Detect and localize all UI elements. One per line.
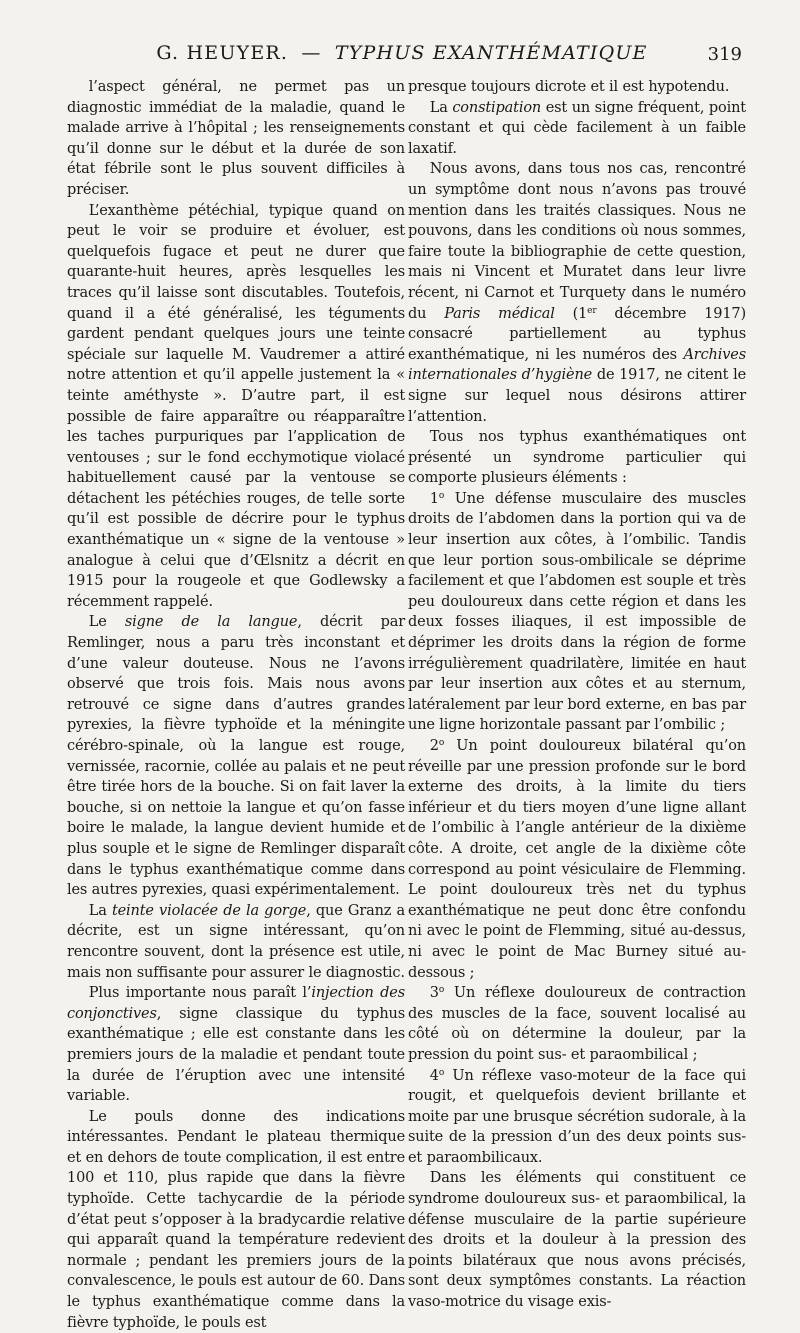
paragraph (67, 201, 405, 613)
text-run: presque toujours dicrote et il est hypotendu. (408, 79, 730, 95)
text-run: Le (88, 614, 125, 631)
paragraph (67, 901, 405, 983)
paragraph (408, 1066, 746, 1169)
italic-term: Archives internationales d’hygiène (408, 346, 746, 384)
text-run: Un réflexe vaso-moteur de la face qui rougit, et quelquefois devient brillante et moite par une brusque sécrétion sudorale, à la suite de la pression d’un des deux points sus- et paraombilicaux. (408, 1067, 746, 1166)
paragraph (67, 1107, 405, 1333)
paragraph (408, 1168, 746, 1312)
running-title (62, 42, 742, 64)
text-run: 4 (429, 1067, 439, 1084)
text-run: 3 (429, 985, 439, 1002)
text-run: La (88, 902, 112, 919)
superscript: o (438, 490, 445, 501)
text-run: de 1917, ne citent le signe sur lequel nous désirons attirer l’attention. (408, 367, 747, 425)
text-run: , que Granz a décrite, est un signe intéressant, qu’on rencontre souvent, dont la présence est utile, mais non suffisante pour assurer le diagnostic. (67, 902, 405, 981)
paragraph (408, 983, 746, 1065)
italic-term: injection des conjonctives (67, 985, 405, 1022)
paragraph (67, 983, 405, 1107)
text-run: Dans les éléments qui constituent ce syndrome douloureux sus- et paraombilical, la défense musculaire de la partie supérieure des droits et la douleur à la pression des points bilatéraux que nous avons précisés, sont deux symptômes constants. La réaction vaso-motrice du visage exis- (408, 1170, 746, 1311)
page-number: 319 (707, 44, 742, 65)
text-run: Une défense musculaire des muscles droits de l’abdomen dans la portion qui va de leur insertion aux côtes, à l’ombilic. Tandis que leur portion sous-ombilicale se déprime facilement et que l’abdomen est souple et très peu douloureux dans cette région et dans les deux fosses iliaques, il est impossible de déprimer les droits dans la région de forme irrégulièrement quadrilatère, limitée en haut par leur insertion aux côtes et au sternum, latéralement par leur bord externe, en bas par une ligne horizontale passant par l’ombilic ; (408, 490, 746, 734)
header-dash: — (301, 42, 322, 64)
running-header (62, 40, 742, 70)
paragraph (67, 612, 405, 900)
superscript: o (438, 985, 445, 996)
right-column (408, 77, 746, 1313)
text-run: Un réflexe douloureux de contraction des muscles de la face, souvent localisé au côté où on détermine la douleur, par la pression du point sus- et paraombilical ; (408, 985, 746, 1063)
text-run: Le pouls donne des indications intéressantes. Pendant le plateau thermique et en dehors de toute complication, il est entre 100 et 110, plus rapide que dans la fièvre typhoïde. Cette tachycardie de la période d’état peut s’opposer à la bradycardie relative qui apparaît quand la température redevient normale ; pendant les premiers jours de la convalescence, le pouls est autour de 60. Dans le typhus exanthématique comme dans la fièvre typhoïde, le pouls est (67, 1108, 405, 1331)
text-run: Tous nos typhus exanthématiques ont présenté un syndrome particulier qui comporte plusieurs éléments : (408, 429, 746, 487)
text-run: (1 (554, 305, 588, 322)
text-run: , décrit par Remlinger, nous a paru très inconstant et d’une valeur douteuse. Nous ne l’avons observé que trois fois. Mais nous avons retrouvé ce signe dans d’autres grandes pyrexies, la fièvre typhoïde et la méningite cérébro-spinale, où la langue est rouge, vernissée, racornie, collée au palais et ne peut être tirée hors de la bouche. Si on fait laver la bouche, si on nettoie la langue et qu’on fasse boire le malade, la langue devient humide et plus souple et le signe de Remlinger disparaît dans le typhus exanthématique comme dans les autres pyrexies, quasi expérimentalement. (67, 614, 405, 899)
superscript: er (587, 305, 597, 316)
text-run: est un signe fréquent, point constant et qui cède facilement à un faible laxatif. (408, 99, 746, 157)
paragraph (408, 489, 746, 736)
text-run: 2 (429, 738, 439, 754)
superscript: o (438, 1067, 445, 1078)
italic-term: teinte violacée de la gorge (111, 902, 307, 919)
text-run: Un point douloureux bilatéral qu’on réveille par une pression profonde sur le bord externe des droits, à la limite du tiers inférieur et du tiers moyen d’une ligne allant de l’ombilic à l’angle antérieur de la dixième côte. A droite, cet angle de la dixième côte correspond au point vésiculaire de Flemming. Le point douloureux très net du typhus exanthématique ne peut donc être confondu ni avec le point de Flemming, situé au-dessus, ni avec le point de Mac Burney situé au-dessous ; (408, 738, 746, 981)
header-author: G. HEUYER. (156, 42, 289, 64)
text-run: décembre 1917) consacré partiellement au typhus exanthématique, ni les numéros des (408, 305, 746, 363)
left-column (67, 77, 405, 1333)
text-run: l’aspect général, ne permet pas un diagnostic immédiat de la maladie, quand le malade arrive à l’hôpital ; les renseignements qu’il donne sur le début et la durée de son état fébrile sont le plus souvent difficiles à préciser. (67, 79, 405, 198)
text-run: Nous avons, dans tous nos cas, rencontré un symptôme dont nous n’avons pas trouvé mention dans les traités classiques. Nous ne pouvons, dans les conditions où nous sommes, faire toute la bibliographie de cette question, mais ni Vincent et Muratet dans leur livre récent, ni Carnot et Turquety dans le numéro du (408, 161, 746, 322)
text-run: Plus importante nous paraît l’ (88, 985, 312, 1002)
header-title: TYPHUS EXANTHÉMATIQUE (334, 42, 648, 64)
paragraph (408, 736, 746, 983)
superscript: o (438, 738, 445, 748)
paragraph (67, 77, 405, 201)
text-run: 1 (429, 490, 439, 507)
text-run: La (429, 99, 453, 116)
paragraph (408, 427, 746, 489)
text-run: , signe classique du typhus exanthématique ; elle est constante dans les premiers jours de la maladie et pendant toute la durée de l’éruption avec une intensité variable. (67, 1005, 405, 1105)
italic-term: Paris médical (444, 305, 555, 322)
paragraph (408, 98, 746, 160)
italic-term: constipation (452, 99, 542, 116)
paragraph (408, 159, 746, 427)
paragraph (408, 77, 746, 98)
italic-term: signe de la langue (124, 614, 298, 631)
text-run: L’exanthème pétéchial, typique quand on peut le voir se produire et évoluer, est quelquefois fugace et peut ne durer que quarante-huit heures, après lesquelles les traces qu’il laisse sont discutables. Toutefois, quand il a été généralisé, les téguments gardent pendant quelques jours une teinte spéciale sur laquelle M. Vaudremer a attiré notre attention et qu’il appelle justement la « teinte améthyste ». D’autre part, il est possible de faire apparaître ou réapparaître les taches purpuriques par l’application de ventouses ; sur le fond ecchymotique violacé habituellement causé par la ventouse se détachent les pétéchies rouges, de telle sorte qu’il est possible de décrire pour le typhus exanthématique un « signe de la ventouse » analogue à celui que d’Œlsnitz a décrit en 1915 pour la rougeole et que Godlewsky a récemment rappelé. (67, 202, 405, 610)
